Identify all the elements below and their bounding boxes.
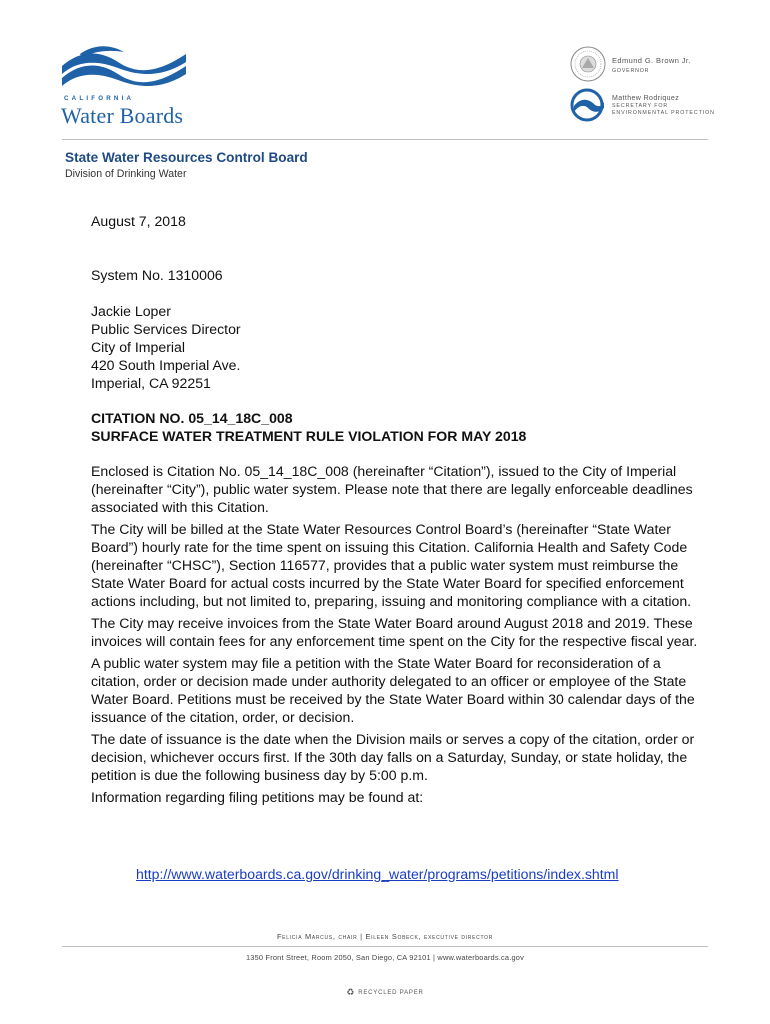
recipient-name: Jackie Loper [91, 303, 171, 319]
paragraph: The date of issuance is the date when the Division mails or serves a copy of the citation, order or decision, whichever occurs first. If the 30th day falls on a Saturday, Sunday, or state holiday, the petition is due the following business day by 5:00 p.m. [91, 731, 695, 783]
governor-name: Edmund G. Brown Jr. [612, 56, 691, 65]
secretary-title-line1: SECRETARY FOR [612, 103, 669, 109]
recycled-paper-note [0, 987, 770, 998]
footer-address: 1350 Front Street, Room 2050, San Diego, CA 92101 | www.waterboards.ca.gov [245, 953, 524, 962]
state-seal-icon [570, 46, 606, 82]
recipient-street: 420 South Imperial Ave. [91, 357, 241, 373]
recipient-organization: City of Imperial [91, 339, 185, 355]
paragraph: The City may receive invoices from the State Water Board around August 2018 and 2019. These invoices will contain fees for any enforcement time spent on the City for the respective fiscal year. [91, 615, 698, 649]
secretary-title-line2: ENVIRONMENTAL PROTECTION [612, 110, 715, 116]
petition-link-container [136, 866, 619, 882]
board-title: State Water Resources Control Board [65, 150, 308, 165]
footer-divider [62, 946, 708, 947]
recycled-label: RECYCLED PAPER [358, 990, 424, 996]
recipient-address [91, 302, 701, 392]
letter-date: August 7, 2018 [91, 213, 186, 229]
recipient-city-state-zip: Imperial, CA 92251 [91, 375, 211, 391]
header-divider [62, 139, 708, 140]
footer-officers: Felicia Marcus, chair | Eileen Sobeck, executive director [276, 932, 494, 941]
recycle-icon: ♻ [346, 987, 356, 997]
division-name: Division of Drinking Water [65, 168, 187, 180]
recipient-title: Public Services Director [91, 321, 241, 337]
governor-block [612, 56, 691, 76]
citation-number: CITATION NO. 05_14_18C_008 [91, 410, 293, 426]
system-number: System No. 1310006 [91, 267, 223, 283]
paragraph: A public water system may file a petition with the State Water Board for reconsideration of a citation, order or decision made under authority delegated to an officer or employee of the State Water Board. Petitions must be received by the State Water Board within 30 calendar days of the issuance of the citation, order, or decision. [91, 655, 695, 725]
secretary-block [612, 94, 715, 117]
petition-link[interactable]: http://www.waterboards.ca.gov/drinking_water/programs/petitions/index.shtml [136, 866, 619, 882]
citation-subject: SURFACE WATER TREATMENT RULE VIOLATION FOR MAY 2018 [91, 428, 527, 444]
citation-heading [91, 409, 701, 445]
water-boards-logo-waves-icon [60, 44, 188, 94]
logo-name-text: Water Boards [61, 103, 184, 128]
secretary-name: Matthew Rodriquez [612, 95, 680, 102]
calepa-logo-icon [568, 88, 606, 122]
letter-paragraphs [91, 462, 701, 810]
paragraph: Enclosed is Citation No. 05_14_18C_008 (hereinafter “Citation”), issued to the City of Imperial (hereinafter “City”), public water system. Please note that there are legally enforceable deadlines associated with this Citation. [91, 463, 693, 515]
paragraph: The City will be billed at the State Water Resources Control Board’s (hereinafter “State Water Board”) hourly rate for the time spent on issuing this Citation. California Health and Safety Code (hereinafter “CHSC”), Section 116577, provides that a public water system must reimburse the State Water Board for actual costs incurred by the State Water Board for specified enforcement actions including, but not limited to, preparing, issuing and monitoring compliance with a citation. [91, 521, 692, 609]
logo-state-text: CALIFORNIA [64, 95, 135, 102]
paragraph: Information regarding filing petitions may be found at: [91, 789, 424, 805]
governor-title: GOVERNOR [612, 68, 650, 74]
